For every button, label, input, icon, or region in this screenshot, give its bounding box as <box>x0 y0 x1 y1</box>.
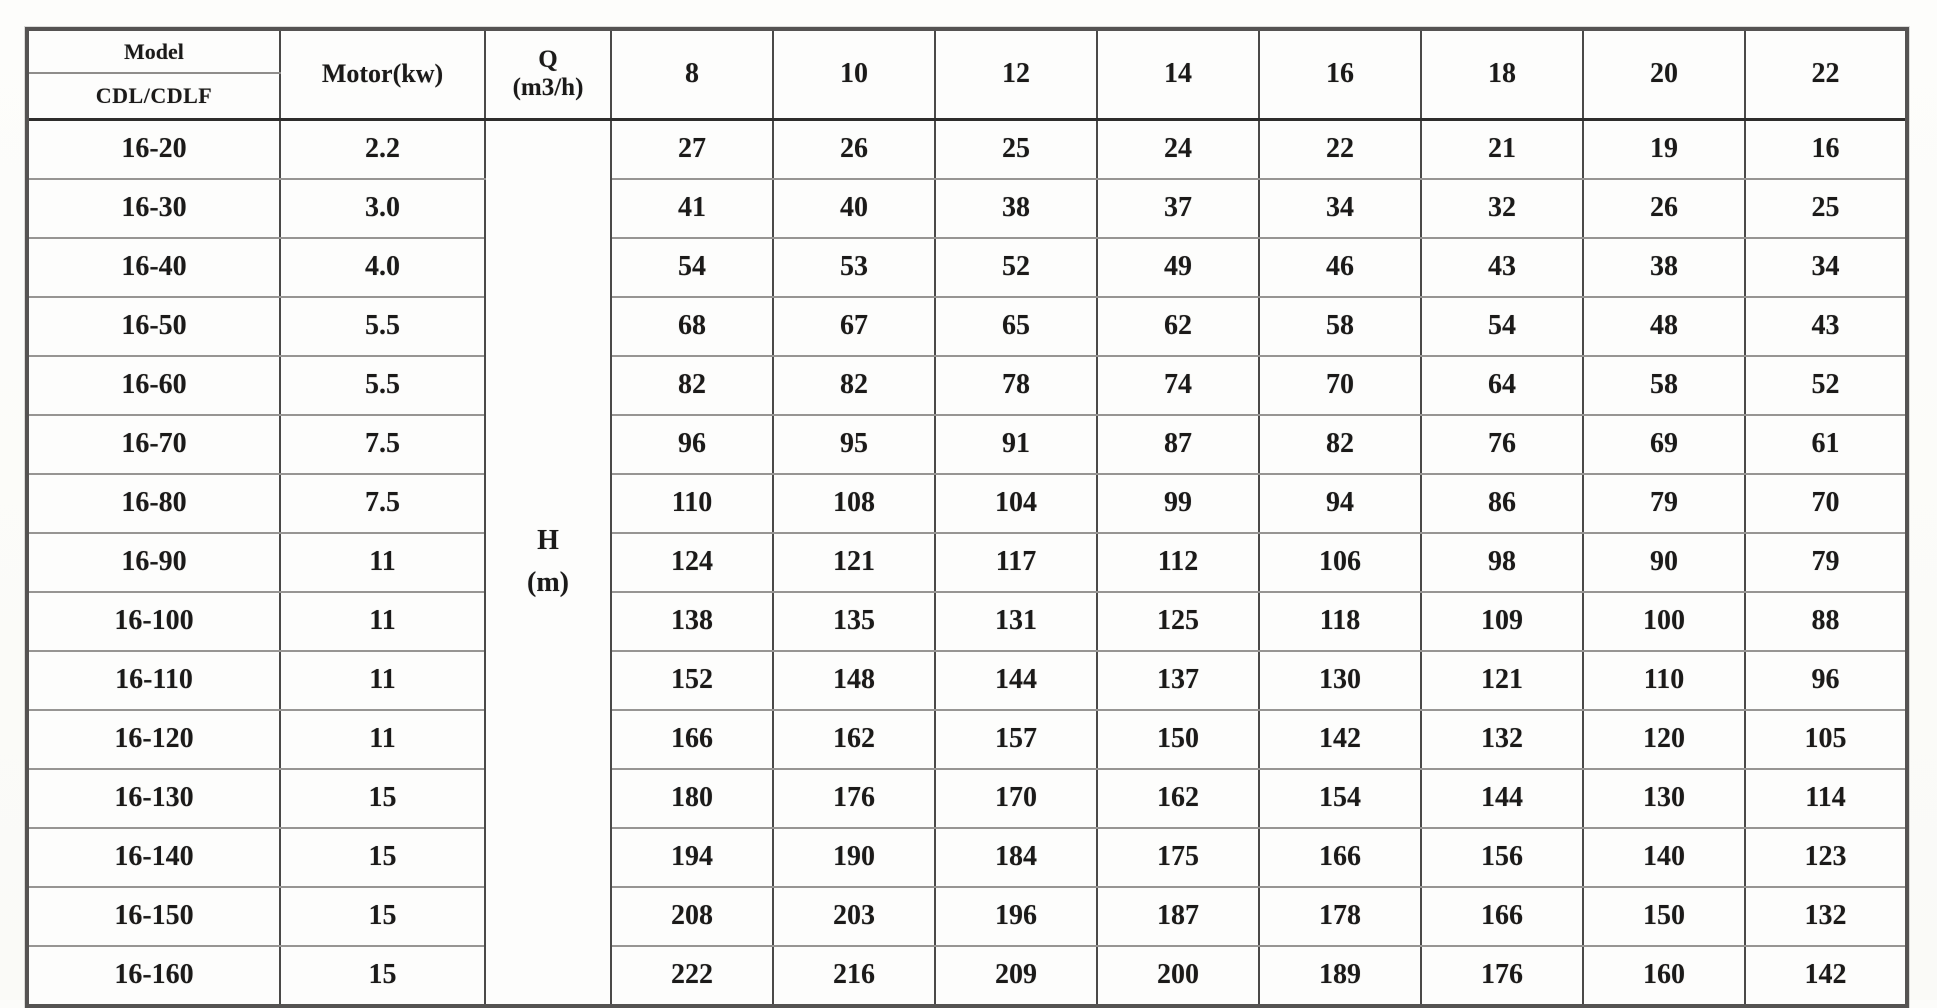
motor-power-cell: 4.0 <box>280 238 485 297</box>
head-value-cell: 125 <box>1097 592 1259 651</box>
head-value-cell: 166 <box>611 710 773 769</box>
head-value-cell: 79 <box>1583 474 1745 533</box>
head-unit-cell <box>485 119 611 1006</box>
model-cell: 16-50 <box>27 297 280 356</box>
head-value-cell: 121 <box>1421 651 1583 710</box>
table-row <box>27 356 1907 415</box>
flow-header-10: 10 <box>773 29 935 119</box>
motor-power-cell: 11 <box>280 533 485 592</box>
head-value-cell: 132 <box>1745 887 1907 946</box>
table-row <box>27 238 1907 297</box>
head-value-cell: 123 <box>1745 828 1907 887</box>
model-cell: 16-110 <box>27 651 280 710</box>
model-cell: 16-140 <box>27 828 280 887</box>
head-value-cell: 21 <box>1421 119 1583 179</box>
head-value-cell: 43 <box>1745 297 1907 356</box>
head-value-cell: 156 <box>1421 828 1583 887</box>
head-value-cell: 24 <box>1097 119 1259 179</box>
motor-power-cell: 3.0 <box>280 179 485 238</box>
flow-header-16: 16 <box>1259 29 1421 119</box>
head-value-cell: 25 <box>935 119 1097 179</box>
flow-header-22: 22 <box>1745 29 1907 119</box>
head-value-cell: 110 <box>1583 651 1745 710</box>
head-value-cell: 48 <box>1583 297 1745 356</box>
model-cell: 16-160 <box>27 946 280 1006</box>
head-value-cell: 132 <box>1421 710 1583 769</box>
head-value-cell: 189 <box>1259 946 1421 1006</box>
head-value-cell: 76 <box>1421 415 1583 474</box>
motor-power-cell: 5.5 <box>280 297 485 356</box>
head-value-cell: 52 <box>1745 356 1907 415</box>
model-cell: 16-150 <box>27 887 280 946</box>
model-cell: 16-100 <box>27 592 280 651</box>
head-value-cell: 196 <box>935 887 1097 946</box>
head-value-cell: 180 <box>611 769 773 828</box>
head-value-cell: 64 <box>1421 356 1583 415</box>
head-value-cell: 52 <box>935 238 1097 297</box>
table-header <box>27 29 1907 119</box>
model-header: Model <box>27 29 280 73</box>
head-value-cell: 65 <box>935 297 1097 356</box>
table-row <box>27 415 1907 474</box>
motor-power-cell: 11 <box>280 592 485 651</box>
head-value-cell: 67 <box>773 297 935 356</box>
model-cell: 16-40 <box>27 238 280 297</box>
table-row <box>27 651 1907 710</box>
table-row <box>27 119 1907 179</box>
pump-spec-table <box>25 27 1909 1008</box>
head-value-cell: 86 <box>1421 474 1583 533</box>
head-value-cell: 170 <box>935 769 1097 828</box>
head-value-cell: 19 <box>1583 119 1745 179</box>
model-cell: 16-90 <box>27 533 280 592</box>
head-value-cell: 157 <box>935 710 1097 769</box>
flow-header-18: 18 <box>1421 29 1583 119</box>
table-row <box>27 887 1907 946</box>
motor-power-cell: 11 <box>280 651 485 710</box>
head-value-cell: 26 <box>1583 179 1745 238</box>
head-value-cell: 131 <box>935 592 1097 651</box>
head-value-cell: 216 <box>773 946 935 1006</box>
head-value-cell: 106 <box>1259 533 1421 592</box>
head-value-cell: 37 <box>1097 179 1259 238</box>
head-value-cell: 82 <box>611 356 773 415</box>
table-row <box>27 828 1907 887</box>
model-cell: 16-30 <box>27 179 280 238</box>
head-value-cell: 162 <box>773 710 935 769</box>
head-value-cell: 222 <box>611 946 773 1006</box>
head-value-cell: 38 <box>1583 238 1745 297</box>
head-value-cell: 162 <box>1097 769 1259 828</box>
head-value-cell: 194 <box>611 828 773 887</box>
head-value-cell: 91 <box>935 415 1097 474</box>
head-value-cell: 58 <box>1583 356 1745 415</box>
head-value-cell: 160 <box>1583 946 1745 1006</box>
motor-header: Motor(kw) <box>280 29 485 119</box>
motor-power-cell: 7.5 <box>280 474 485 533</box>
head-value-cell: 137 <box>1097 651 1259 710</box>
head-value-cell: 78 <box>935 356 1097 415</box>
head-value-cell: 26 <box>773 119 935 179</box>
h-unit-label: (m) <box>527 567 569 598</box>
head-value-cell: 38 <box>935 179 1097 238</box>
table-row <box>27 710 1907 769</box>
motor-power-cell: 15 <box>280 828 485 887</box>
flow-header-20: 20 <box>1583 29 1745 119</box>
head-value-cell: 79 <box>1745 533 1907 592</box>
head-value-cell: 82 <box>1259 415 1421 474</box>
head-value-cell: 138 <box>611 592 773 651</box>
table-row <box>27 533 1907 592</box>
model-cell: 16-120 <box>27 710 280 769</box>
flow-header-14: 14 <box>1097 29 1259 119</box>
table-row <box>27 592 1907 651</box>
table-row <box>27 946 1907 1006</box>
head-value-cell: 110 <box>611 474 773 533</box>
head-value-cell: 118 <box>1259 592 1421 651</box>
head-value-cell: 58 <box>1259 297 1421 356</box>
head-value-cell: 178 <box>1259 887 1421 946</box>
head-value-cell: 34 <box>1745 238 1907 297</box>
head-value-cell: 166 <box>1421 887 1583 946</box>
head-value-cell: 176 <box>773 769 935 828</box>
head-value-cell: 70 <box>1745 474 1907 533</box>
head-value-cell: 148 <box>773 651 935 710</box>
head-value-cell: 69 <box>1583 415 1745 474</box>
head-value-cell: 150 <box>1583 887 1745 946</box>
head-value-cell: 53 <box>773 238 935 297</box>
head-value-cell: 43 <box>1421 238 1583 297</box>
head-value-cell: 98 <box>1421 533 1583 592</box>
head-value-cell: 154 <box>1259 769 1421 828</box>
head-value-cell: 209 <box>935 946 1097 1006</box>
head-value-cell: 150 <box>1097 710 1259 769</box>
head-value-cell: 54 <box>611 238 773 297</box>
head-value-cell: 99 <box>1097 474 1259 533</box>
flow-header-8: 8 <box>611 29 773 119</box>
head-value-cell: 190 <box>773 828 935 887</box>
head-value-cell: 94 <box>1259 474 1421 533</box>
motor-power-cell: 2.2 <box>280 119 485 179</box>
head-value-cell: 25 <box>1745 179 1907 238</box>
head-value-cell: 88 <box>1745 592 1907 651</box>
head-value-cell: 61 <box>1745 415 1907 474</box>
head-value-cell: 203 <box>773 887 935 946</box>
q-symbol-label: Q <box>538 46 558 74</box>
motor-power-cell: 15 <box>280 887 485 946</box>
head-value-cell: 40 <box>773 179 935 238</box>
head-value-cell: 109 <box>1421 592 1583 651</box>
flow-header-12: 12 <box>935 29 1097 119</box>
head-value-cell: 70 <box>1259 356 1421 415</box>
head-value-cell: 82 <box>773 356 935 415</box>
head-value-cell: 96 <box>611 415 773 474</box>
head-value-cell: 144 <box>935 651 1097 710</box>
motor-power-cell: 7.5 <box>280 415 485 474</box>
head-value-cell: 74 <box>1097 356 1259 415</box>
head-value-cell: 117 <box>935 533 1097 592</box>
table-row <box>27 769 1907 828</box>
head-value-cell: 54 <box>1421 297 1583 356</box>
head-value-cell: 142 <box>1259 710 1421 769</box>
model-series-subheader: CDL/CDLF <box>27 73 280 119</box>
model-cell: 16-20 <box>27 119 280 179</box>
head-value-cell: 22 <box>1259 119 1421 179</box>
q-flow-header <box>485 29 611 119</box>
head-value-cell: 41 <box>611 179 773 238</box>
head-value-cell: 108 <box>773 474 935 533</box>
head-value-cell: 90 <box>1583 533 1745 592</box>
head-value-cell: 124 <box>611 533 773 592</box>
head-value-cell: 140 <box>1583 828 1745 887</box>
head-value-cell: 68 <box>611 297 773 356</box>
table-row <box>27 474 1907 533</box>
head-value-cell: 142 <box>1745 946 1907 1006</box>
motor-power-cell: 15 <box>280 946 485 1006</box>
motor-power-cell: 11 <box>280 710 485 769</box>
head-value-cell: 114 <box>1745 769 1907 828</box>
motor-power-cell: 15 <box>280 769 485 828</box>
head-value-cell: 34 <box>1259 179 1421 238</box>
q-unit-label: (m3/h) <box>512 74 584 102</box>
head-value-cell: 130 <box>1583 769 1745 828</box>
head-value-cell: 112 <box>1097 533 1259 592</box>
head-value-cell: 95 <box>773 415 935 474</box>
table-body <box>27 119 1907 1006</box>
head-value-cell: 46 <box>1259 238 1421 297</box>
head-value-cell: 87 <box>1097 415 1259 474</box>
head-value-cell: 104 <box>935 474 1097 533</box>
model-cell: 16-130 <box>27 769 280 828</box>
head-value-cell: 27 <box>611 119 773 179</box>
head-value-cell: 100 <box>1583 592 1745 651</box>
head-value-cell: 152 <box>611 651 773 710</box>
head-value-cell: 121 <box>773 533 935 592</box>
head-value-cell: 144 <box>1421 769 1583 828</box>
model-cell: 16-60 <box>27 356 280 415</box>
head-value-cell: 120 <box>1583 710 1745 769</box>
head-value-cell: 32 <box>1421 179 1583 238</box>
head-value-cell: 49 <box>1097 238 1259 297</box>
head-value-cell: 166 <box>1259 828 1421 887</box>
h-symbol-label: H <box>537 525 559 556</box>
head-value-cell: 62 <box>1097 297 1259 356</box>
head-value-cell: 96 <box>1745 651 1907 710</box>
model-cell: 16-80 <box>27 474 280 533</box>
motor-power-cell: 5.5 <box>280 356 485 415</box>
head-value-cell: 105 <box>1745 710 1907 769</box>
head-value-cell: 200 <box>1097 946 1259 1006</box>
head-value-cell: 175 <box>1097 828 1259 887</box>
table-row <box>27 179 1907 238</box>
head-value-cell: 187 <box>1097 887 1259 946</box>
header-row-1 <box>27 29 1907 73</box>
head-value-cell: 16 <box>1745 119 1907 179</box>
head-value-cell: 135 <box>773 592 935 651</box>
table-row <box>27 297 1907 356</box>
head-value-cell: 184 <box>935 828 1097 887</box>
head-value-cell: 208 <box>611 887 773 946</box>
model-cell: 16-70 <box>27 415 280 474</box>
head-value-cell: 130 <box>1259 651 1421 710</box>
head-value-cell: 176 <box>1421 946 1583 1006</box>
